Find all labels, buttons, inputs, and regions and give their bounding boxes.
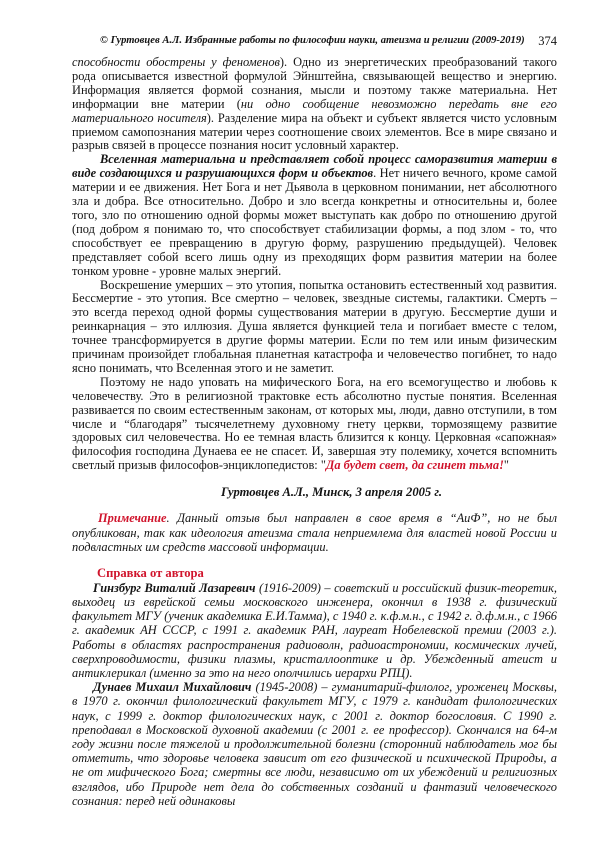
paragraph-1 xyxy=(72,56,557,153)
note-label: Примечание xyxy=(98,511,167,526)
reference-entry-dunaev xyxy=(72,680,557,808)
page-number: 374 xyxy=(538,34,557,48)
text-fragment: Поэтому не надо уповать на мифического Бога, на его всемогущество и любовь к человечеству. Это в религиозной трактовке есть абсолютно пустые понятия. Вселенная развивается по своим естественным законам, от которых мы, люди, давно отступили, в том числе и “благодаря” тысячелетнему духовному гнету церкви, тормозящему развитие здоровых сил человечества. Но ее темная власть близится к концу. Церковная «сапожная» философия господина Дунаева ее не спасет. И, завершая эту полемику, хочется вспомнить светлый призыв философов-энциклопедистов: " xyxy=(72,374,557,473)
document-body xyxy=(72,56,557,808)
bold-italic-thesis: Вселенная материальна и представляет собой процесс саморазвития материи в виде создающихся и разрушающихся форм и объектов xyxy=(72,152,557,181)
paragraph-4 xyxy=(72,376,557,473)
reference-text: (1916-2009) – советский и российский физик-теоретик, выходец из еврейской семьи московского инженера, окончил в 1938 г. физический факультет МГУ (ученик академика Е.И.Тамма), с 1940 г. к.ф.м.н., с 1942 г. д.ф.м.н., с 1966 г. академик АН СССР, с 1991 г. академик РАН, лауреат Нобелевской премии (2003 г.). Работы в областях распространения радиоволн, радиоастрономии, космических лучей, сверхпроводимости, физики плазмы, кристаллооптике и др. Убежденный атеист и антиклерикал (именно за это на него ополчились иерархи РПЦ). xyxy=(72,580,557,680)
running-title: © Гуртовцев А.Л. Избранные работы по философии науки, атеизма и религии (2009-2019) xyxy=(100,35,525,46)
reference-name: Гинзбург Виталий Лазаревич xyxy=(93,580,256,595)
note-paragraph xyxy=(72,511,557,554)
paragraph-3: Воскрешение умерших – это утопия, попытка остановить естественный ход развития. Бессмертие - это утопия. Все смертно – человек, звездные системы, галактики. Смерть – это всегда переход одной формы существования материи в другую. Бессмертие души и реинкарнация – это иллюзия. Душа является функцией тела и погибает вместе с телом, точнее трансформируется в другие формы материи. Если по тем или иным физическим причинам произойдет глобальная планетная катастрофа и человечество погибнет, то надо ясно понимать, что Вселенная этого и не заметит. xyxy=(72,277,557,375)
reference-text: (1945-2008) – гуманитарий-филолог, уроженец Москвы, в 1970 г. окончил филологический факультет МГУ, с 1979 г. кандидат филологических наук, с 1999 г. доктор филологических наук, с 2001 г. доктор богословия. С 1990 г. преподавал в Московской духовной академии (с 2001 г. ее профессор). Скончался на 64-м году жизни после тяжелой и продолжительной болезни (сторонний наблюдатель мог бы отметить, что здоровье человека зависит от его физической и психической Природы, а не от мифического Бога; смертны все люди, независимо от их убеждений и религиозных взглядов, ибо Природе нет дела до собственных созданий и фантазий человеческого сознания: перед ней одинаковы xyxy=(72,680,557,808)
italic-fragment: способности обострены у феноменов xyxy=(72,55,280,69)
text-fragment: ). Одно из энергетических преобразований такого рода описывается известной формулой Эйнштейна, связывающей вещество и энергию. Информация является формой сознания, мысли и поэтому также материальна. Нет информации вне материи ( xyxy=(72,55,557,111)
red-quote: Да будет свет, да сгинет тьма! xyxy=(325,458,504,473)
note-text: . Данный отзыв был направлен в свое время в “АиФ”, но не был опубликован, так как идеология атеизма стала неприемлема для властей новой России и подвластных им средств массовой информации. xyxy=(72,511,557,554)
reference-name: Дунаев Михаил Михайлович xyxy=(93,680,252,695)
reference-entry-ginzburg xyxy=(72,581,557,680)
reference-heading: Справка от автора xyxy=(97,566,204,581)
text-fragment: ). Разделение мира на объект и субъект является чисто условным приемом самопознания материи через соотношение своих элементов. Все в мире связано и разрыв связей в процессе познания носит условный характер. xyxy=(72,110,557,153)
text-fragment: . Нет ничего вечного, кроме самой материи и ее движения. Нет Бога и нет Дьявола в церковном понимании, нет абсолютного зла и добра. Все относительно. Добро и зло всегда конкретны и относительны и, более того, зло по отношению одной формы может выступать как добро по отношению другой (под добром я понимаю то, что способствует стабилизации формы, а под злом - то, что способствует ее превращению в другую форму, разрушению предыдущей). Человек представляет собой всего лишь одну из преходящих форм развития материи на более тонком уровне - уровне малых энергий. xyxy=(72,166,557,278)
text-fragment: " xyxy=(503,458,509,473)
page-header xyxy=(72,35,557,51)
italic-fragment: ни одно сообщение невозможно передать вне его материального носителя xyxy=(72,96,557,125)
paragraph-2 xyxy=(72,153,557,278)
signature: Гуртовцев А.Л., Минск, 3 апреля 2005 г. xyxy=(220,485,443,500)
